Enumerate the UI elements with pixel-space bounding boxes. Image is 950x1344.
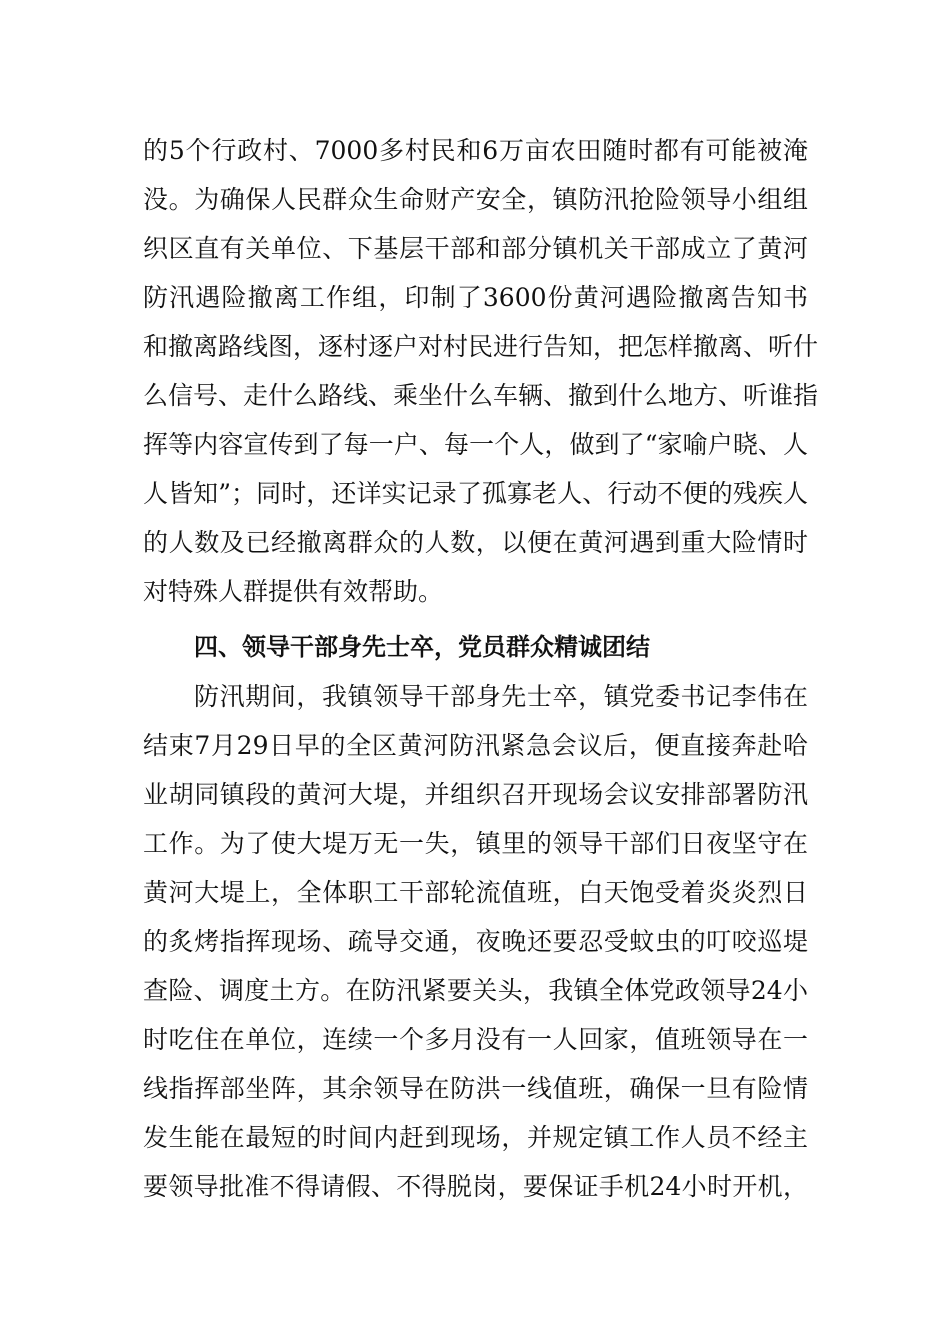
body-text-line: 线指挥部坐阵，其余领导在防洪一线值班，确保一旦有险情 [143,1074,808,1103]
section-heading: 四、领导干部身先士卒，党员群众精诚团结 [194,633,650,661]
body-text-line: 发生能在最短的时间内赶到现场，并规定镇工作人员不经主 [143,1123,808,1152]
body-text-line: 查险、调度土方。在防汛紧要关头，我镇全体党政领导24小 [143,976,808,1005]
body-text-line: 的炙烤指挥现场、疏导交通，夜晚还要忍受蚊虫的叮咬巡堤 [143,927,808,956]
body-text-line: 挥等内容宣传到了每一户、每一个人，做到了“家喻户晓、人 [143,430,808,459]
body-text-line: 和撤离路线图，逐村逐户对村民进行告知，把怎样撤离、听什 [143,332,819,361]
body-text-line: 业胡同镇段的黄河大堤，并组织召开现场会议安排部署防汛 [143,780,808,809]
body-text-line: 防汛遇险撤离工作组，印制了3600份黄河遇险撤离告知书 [143,283,808,312]
body-text-line: 要领导批准不得请假、不得脱岗，要保证手机24小时开机， [143,1172,808,1201]
body-text-line: 的人数及已经撤离群众的人数，以便在黄河遇到重大险情时 [143,528,808,557]
body-text-line: 防汛期间，我镇领导干部身先士卒，镇党委书记李伟在 [194,682,808,711]
body-text-line: 时吃住在单位，连续一个多月没有一人回家，值班领导在一 [143,1025,808,1054]
body-text-line: 黄河大堤上，全体职工干部轮流值班，白天饱受着炎炎烈日 [143,878,808,907]
body-text-line: 织区直有关单位、下基层干部和部分镇机关干部成立了黄河 [143,234,808,263]
body-text-line: 结束7月29日早的全区黄河防汛紧急会议后，便直接奔赴哈 [143,731,808,760]
body-text-line: 对特殊人群提供有效帮助。 [143,577,444,606]
body-text-line: 的5个行政村、7000多村民和6万亩农田随时都有可能被淹 [143,136,808,165]
body-text-line: 没。为确保人民群众生命财产安全，镇防汛抢险领导小组组 [143,185,808,214]
body-text-line: 工作。为了使大堤万无一失，镇里的领导干部们日夜坚守在 [143,829,808,858]
body-text-line: 么信号、走什么路线、乘坐什么车辆、撤到什么地方、听谁指 [143,381,819,410]
body-text-line: 人皆知”；同时，还详实记录了孤寡老人、行动不便的残疾人 [143,479,808,508]
